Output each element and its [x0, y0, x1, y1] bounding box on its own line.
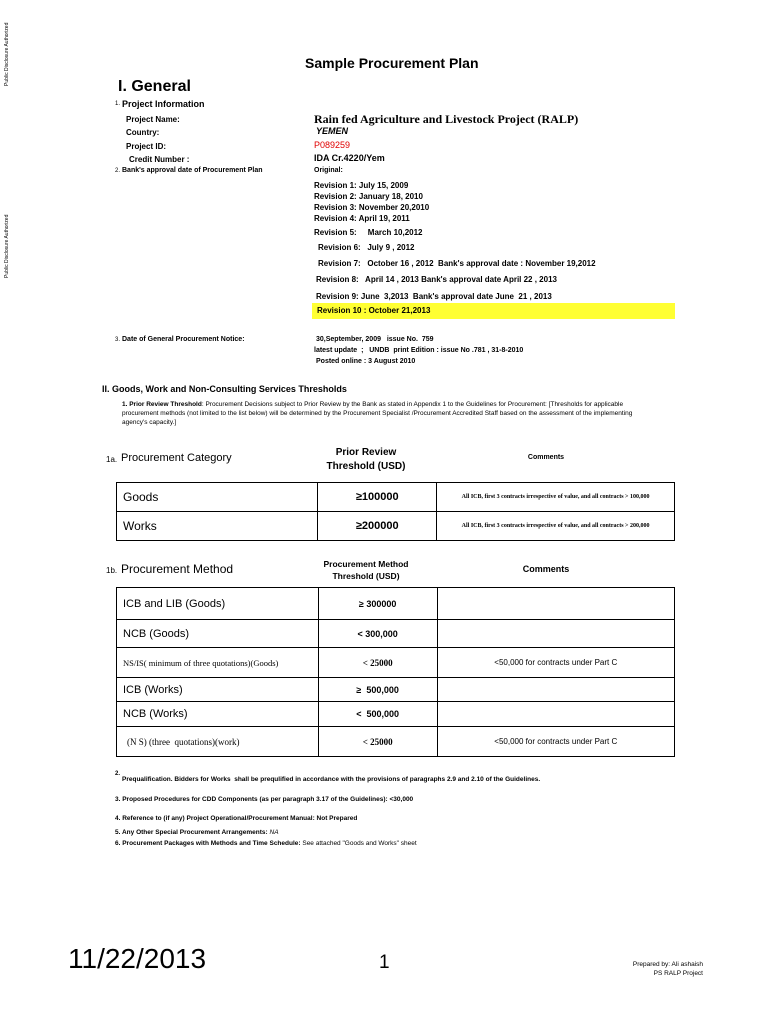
table-row: [117, 620, 675, 648]
procurement-category-table: [116, 482, 675, 541]
project-name-value: Rain fed Agriculture and Livestock Project (RALP): [314, 112, 579, 126]
table-row: [117, 483, 675, 512]
prepared-by-line-1: Prepared by: Ali ashaish: [632, 961, 703, 968]
table-1b-threshold-header: [306, 558, 426, 582]
prior-review-text-1: : Procurement Decisions subject to Prior Review by the Bank as stated in Appendix 1 to the Guidelines for Procurement: [Thresholds for applicable: [201, 401, 624, 408]
note-3-text: 3. Proposed Procedures for CDD Components (as per paragraph 3.17 of the Guidelines): <30,000: [115, 796, 414, 803]
item-1-number: 1.: [115, 101, 121, 107]
project-id-value: P089259: [314, 140, 351, 150]
comment-cell: [437, 678, 674, 702]
revision-9: Revision 9: June 3,2013 Bank's approval date June 21 , 2013: [316, 292, 552, 301]
project-id-label: Project ID:: [126, 142, 167, 151]
note-6-value: See attached "Goods and Works" sheet: [302, 840, 417, 847]
prior-review-paragraph: [122, 400, 682, 427]
disclosure-stamp-middle: Public Disclosure Authorized: [4, 214, 10, 278]
method-cell: NCB (Goods): [117, 620, 319, 648]
revision-1: Revision 1: July 15, 2009: [314, 181, 409, 190]
footer-page-number: 1: [379, 952, 390, 973]
table-row: [117, 512, 675, 541]
item-3-number: 3.: [115, 337, 121, 343]
category-cell: Works: [117, 512, 318, 541]
table-1a-heading: Procurement Category: [121, 452, 232, 464]
note-2-number: 2.: [115, 771, 121, 777]
prior-review-text-3: agency's capacity.]: [122, 419, 177, 426]
section-thresholds-heading: II. Goods, Work and Non-Consulting Services Thresholds: [102, 384, 347, 394]
table-1b-heading: Procurement Method: [121, 562, 234, 576]
threshold-cell: ≥ 300000: [318, 588, 437, 620]
threshold-cell: ≥ 500,000: [318, 678, 437, 702]
comment-cell: All ICB, first 3 contracts irrespective of value, and all contracts > 200,000: [437, 512, 675, 541]
method-cell: ICB and LIB (Goods): [117, 588, 319, 620]
section-general-heading: I. General: [118, 78, 191, 95]
credit-number-value: IDA Cr.4220/Yem: [314, 153, 385, 163]
table-1b-comments-header: Comments: [522, 564, 570, 574]
comment-cell: All ICB, first 3 contracts irrespective of value, and all contracts > 100,000: [437, 483, 675, 512]
table-row: [117, 727, 675, 757]
category-cell: Goods: [117, 483, 318, 512]
revision-5: Revision 5: March 10,2012: [314, 228, 423, 237]
comment-cell: [437, 702, 674, 727]
revision-10-highlight: [312, 303, 675, 319]
country-value: YEMEN: [316, 126, 349, 136]
prior-review-text-2: procurement methods (not limited to the list below) will be determined by the Procurement Specialist /Procurement Accredited Staff based on the assessment of the implementing: [122, 410, 633, 417]
revision-10: Revision 10 : October 21,2013: [317, 306, 431, 315]
gpn-line-2: latest update ; UNDB print Edition : issue No .781 , 31-8-2010: [314, 347, 524, 354]
table-row: [117, 588, 675, 620]
table-1b-threshold-header-line1: Procurement Method: [323, 559, 409, 569]
prior-review-lead: 1. Prior Review Threshold: [122, 401, 202, 408]
threshold-cell: ≥200000: [318, 512, 437, 541]
threshold-cell: < 300,000: [318, 620, 437, 648]
gpn-line-3: Posted online : 3 August 2010: [316, 358, 416, 365]
note-6-lead: 6. Procurement Packages with Methods and Time Schedule:: [115, 840, 301, 847]
threshold-cell: ≥100000: [318, 483, 437, 512]
note-5: [115, 829, 279, 836]
page-title: Sample Procurement Plan: [305, 55, 479, 71]
gpn-line-1: 30,September, 2009 issue No. 759: [316, 336, 434, 343]
footer-prepared-by: [600, 960, 703, 978]
table-1a-comments-header: Comments: [527, 454, 565, 461]
method-cell: NCB (Works): [117, 702, 319, 727]
revision-6: Revision 6: July 9 , 2012: [318, 243, 415, 252]
disclosure-stamp-top: Public Disclosure Authorized: [4, 22, 10, 86]
comment-cell: <50,000 for contracts under Part C: [437, 727, 674, 757]
table-row: [117, 678, 675, 702]
prepared-by-line-2: PS RALP Project: [653, 970, 703, 977]
comment-cell: <50,000 for contracts under Part C: [437, 648, 674, 678]
footer-date: 11/22/2013: [68, 943, 207, 974]
method-cell: ICB (Works): [117, 678, 319, 702]
note-6: [115, 840, 417, 847]
method-cell: (N S) (three quotations)(work): [117, 727, 319, 757]
threshold-cell: < 500,000: [318, 702, 437, 727]
note-4-text: 4. Reference to (if any) Project Operational/Procurement Manual: Not Prepared: [115, 815, 358, 822]
table-row: [117, 702, 675, 727]
threshold-cell: < 25000: [318, 727, 437, 757]
project-name-label: Project Name:: [126, 115, 180, 124]
method-cell: NS/IS( minimum of three quotations)(Goods): [117, 648, 319, 678]
table-1b-number: 1b.: [106, 566, 118, 575]
table-1b-threshold-header-line2: Threshold (USD): [332, 571, 400, 581]
table-row: [117, 648, 675, 678]
original-label: Original:: [314, 167, 343, 174]
note-2-text: Prequalification. Bidders for Works shall be prequlified in accordance with the provisions of paragraphs 2.9 and 2.10 of the Guidelines.: [122, 776, 541, 783]
table-1a-threshold-header-line2: Threshold (USD): [326, 461, 406, 472]
procurement-method-table: [116, 587, 675, 757]
revision-4: Revision 4: April 19, 2011: [314, 214, 410, 223]
table-1a-threshold-header: [316, 446, 416, 474]
revision-7: Revision 7: October 16 , 2012 Bank's approval date : November 19,2012: [318, 259, 596, 268]
revision-2: Revision 2: January 18, 2010: [314, 192, 423, 201]
note-5-lead: 5. Any Other Special Procurement Arrangements:: [115, 829, 268, 836]
note-5-value: NA: [269, 829, 279, 836]
project-information-label: Project Information: [122, 99, 205, 109]
item-2-number: 2.: [115, 168, 121, 174]
comment-cell: [437, 588, 674, 620]
threshold-cell: < 25000: [318, 648, 437, 678]
bank-approval-label: Bank's approval date of Procurement Plan: [122, 167, 263, 174]
country-label: Country:: [126, 128, 160, 137]
revision-3: Revision 3: November 20,2010: [314, 203, 430, 212]
gpn-date-label: Date of General Procurement Notice:: [122, 336, 245, 343]
comment-cell: [437, 620, 674, 648]
table-1a-number: 1a.: [106, 455, 118, 464]
credit-number-label: Credit Number :: [129, 155, 190, 164]
revision-8: Revision 8: April 14 , 2013 Bank's approval date April 22 , 2013: [316, 275, 557, 284]
table-1a-threshold-header-line1: Prior Review: [335, 447, 397, 458]
